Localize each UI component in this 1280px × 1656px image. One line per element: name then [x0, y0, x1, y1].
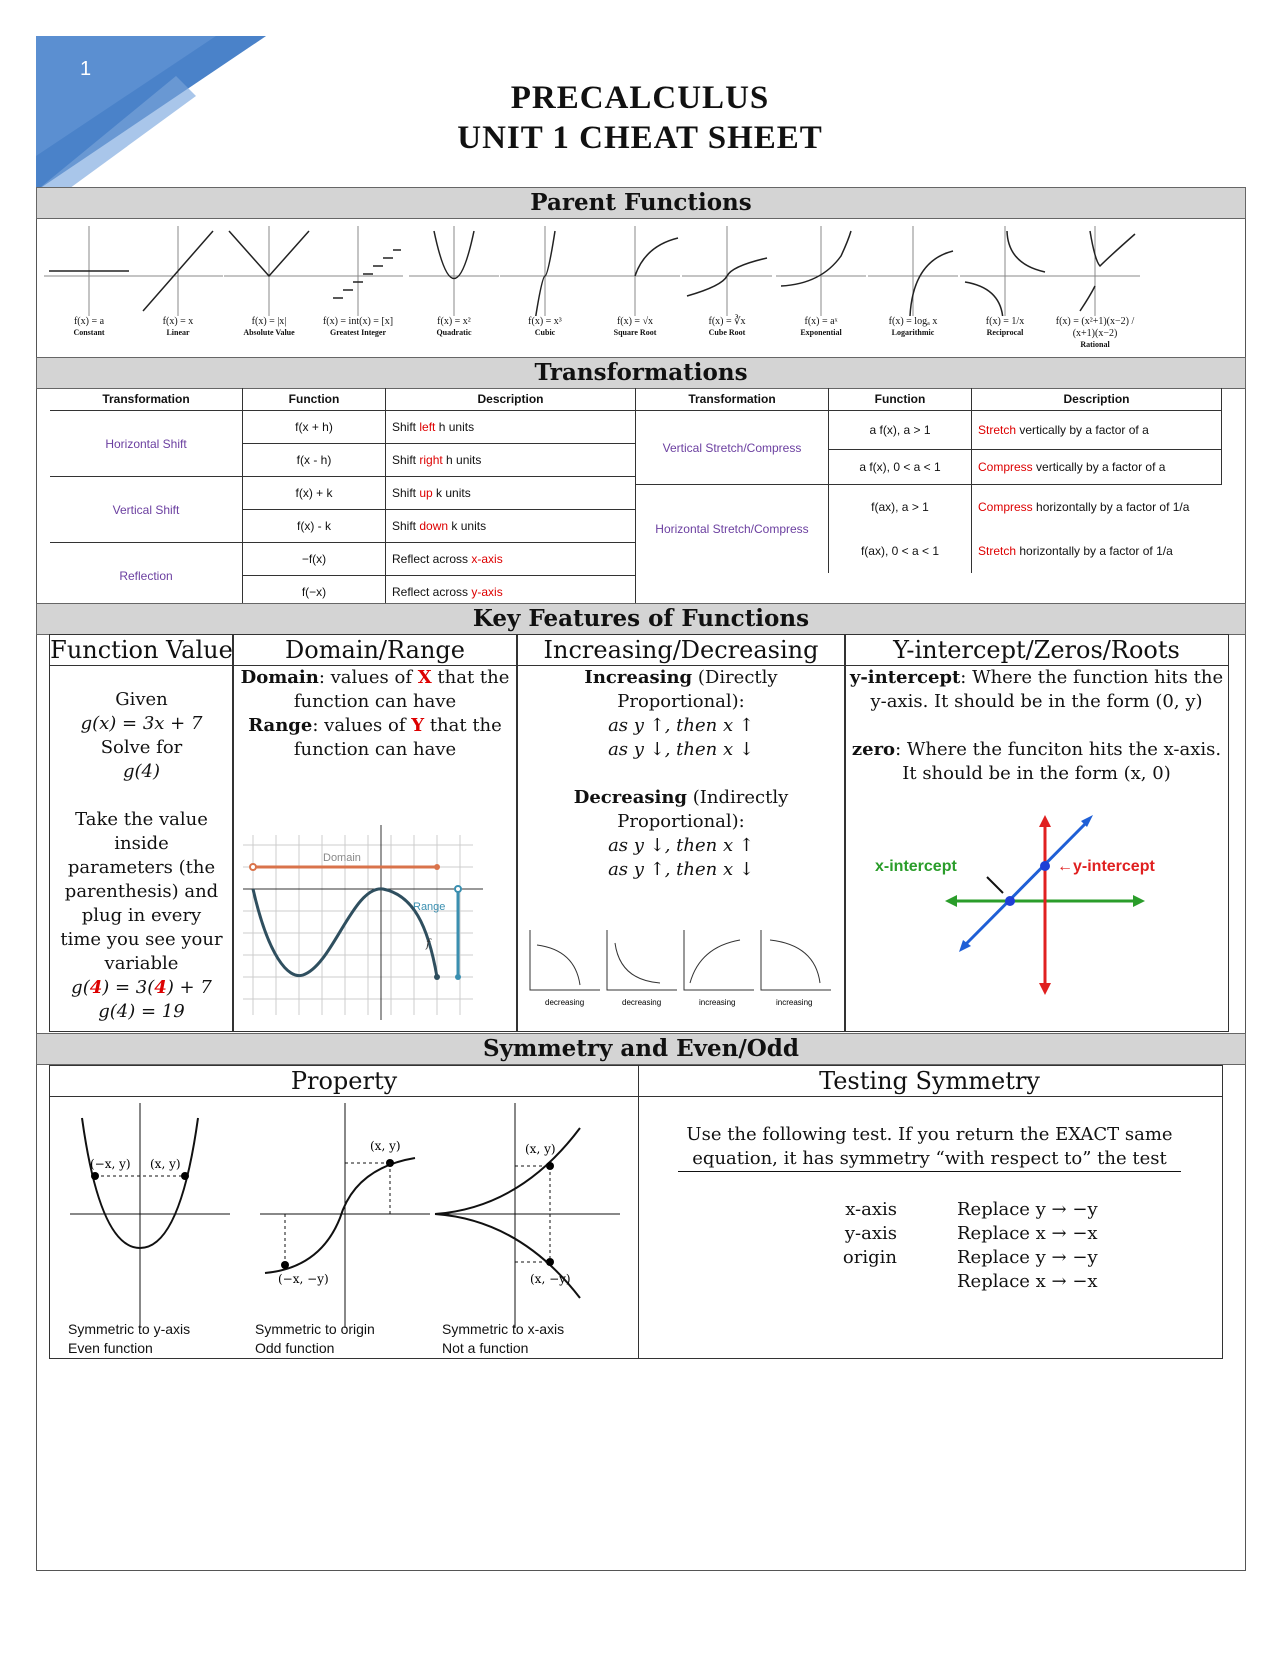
symmetry-property	[49, 1065, 639, 1359]
kf-dr-heading: Domain/Range	[233, 635, 517, 666]
fv-line: plug in every	[81, 905, 202, 926]
test-row	[637, 1198, 1222, 1222]
kf-fv-eq1: g(4) = 3(4) + 7	[71, 977, 212, 998]
parent-function-1	[44, 226, 134, 352]
parent-function-12	[1050, 226, 1140, 352]
kf-yz-y: y-intercept: Where the function hits the	[849, 667, 1224, 688]
kf-fv-heading: Function Value	[50, 636, 233, 664]
parent-function-4	[313, 226, 403, 352]
kf-function-value	[49, 634, 234, 1032]
domain-range-graph	[243, 815, 503, 1025]
desc-vs1: Stretch vertically by a factor of a	[972, 411, 1222, 450]
test-rows	[637, 1198, 1222, 1294]
th-function-2: Function	[829, 388, 972, 411]
transform-table-right	[636, 388, 1222, 573]
parent-function-name: Exponential	[800, 328, 842, 337]
parent-function-10	[868, 226, 958, 352]
parent-function-5	[409, 226, 499, 352]
title-line-2: UNIT 1 CHEAT SHEET	[457, 120, 823, 156]
parent-function-9	[776, 226, 866, 352]
parent-function-name: Absolute Value	[243, 328, 295, 337]
parent-function-formula: f(x) = logₐ x	[888, 316, 938, 327]
test-intro-2: equation, it has symmetry “with respect to” the test	[678, 1147, 1180, 1172]
parent-function-name: Constant	[73, 328, 105, 337]
mini-label-1: decreasing	[545, 998, 585, 1007]
graph-f-label: f	[426, 937, 431, 950]
parent-function-formula: f(x) = x²	[437, 316, 471, 327]
kf-id-dec: Decreasing (Indirectly	[573, 787, 789, 808]
section-transformations: Transformations	[36, 357, 1246, 389]
test-axis	[637, 1270, 957, 1294]
parent-function-6	[500, 226, 590, 352]
g2-caption: Symmetric to origin Odd function	[255, 1321, 375, 1356]
parent-function-name: Cubic	[534, 328, 556, 337]
parent-function-name: Reciprocal	[986, 328, 1024, 337]
fv-line: inside	[114, 833, 169, 854]
kf-id-dec-l1: as y ↓, then x ↑	[608, 835, 754, 856]
desc-vs2: Compress vertically by a factor of a	[972, 450, 1222, 485]
desc-v2: Shift down k units	[386, 510, 636, 543]
fn-vs1: a f(x), a > 1	[829, 411, 972, 450]
parent-function-formula: f(x) = a	[73, 316, 105, 327]
g2-label-2: (−x, −y)	[278, 1272, 329, 1286]
desc-h1: Shift left h units	[386, 411, 636, 444]
kf-intercepts	[844, 634, 1229, 1032]
parent-function-graph	[313, 226, 403, 316]
fv-line: Solve for	[100, 737, 183, 758]
graph-domain-label: Domain	[323, 852, 361, 864]
th-function: Function	[243, 388, 386, 411]
parent-function-graph	[960, 226, 1050, 316]
parent-function-name: Cube Root	[708, 328, 746, 337]
kf-dr-range: Range: values of Y that the	[248, 715, 502, 736]
fn-v2: f(x) - k	[243, 510, 386, 543]
symmetry-graphs	[60, 1098, 640, 1328]
transform-table-left	[50, 388, 636, 609]
kf-id-dec-l2: as y ↑, then x ↓	[608, 859, 754, 880]
fv-line: parenthesis) and	[64, 881, 219, 902]
kf-yz-z: zero: Where the funciton hits the x-axis.	[851, 739, 1222, 760]
fn-hs1: f(ax), a > 1	[829, 485, 972, 530]
parent-function-3	[224, 226, 314, 352]
parent-function-11	[960, 226, 1050, 352]
fn-h1: f(x + h)	[243, 411, 386, 444]
fv-line: g(4)	[122, 761, 161, 782]
parent-function-formula: f(x) = aˣ	[804, 316, 838, 327]
page-title	[0, 78, 1280, 158]
parent-function-formula: f(x) = ∛x	[708, 316, 746, 327]
parent-function-graph	[44, 226, 134, 316]
parent-function-graph	[776, 226, 866, 316]
parent-function-formula: f(x) = |x|	[251, 316, 287, 327]
section-parent-functions: Parent Functions	[36, 187, 1246, 219]
kf-increasing-decreasing	[516, 634, 846, 1032]
g1-label-2: (x, y)	[150, 1157, 181, 1171]
parent-function-graph	[682, 226, 772, 316]
kf-dr-domain: Domain: values of X that the	[240, 667, 510, 688]
th-description-2: Description	[972, 388, 1222, 411]
parent-function-name: Linear	[166, 328, 190, 337]
g3-label-1: (x, y)	[525, 1142, 556, 1156]
test-intro	[637, 1123, 1222, 1172]
test-axis: origin	[842, 1247, 897, 1268]
row-vertical-stretch: Vertical Stretch/Compress	[636, 411, 829, 485]
parent-function-name: Logarithmic	[891, 328, 935, 337]
parent-function-2	[133, 226, 223, 352]
kf-yz-y3: y-axis. It should be in the form (0, y)	[870, 691, 1203, 712]
g1-label-1: (−x, y)	[90, 1157, 131, 1171]
test-intro-1: Use the following test. If you return the EXACT same	[686, 1124, 1173, 1145]
parent-function-formula: f(x) = x³	[528, 316, 562, 327]
g1-caption: Symmetric to y-axis Even function	[68, 1321, 191, 1356]
test-row	[637, 1270, 1222, 1294]
th-description: Description	[386, 388, 636, 411]
kf-yz-heading: Y-intercept/Zeros/Roots	[845, 635, 1228, 666]
parent-function-graph	[500, 226, 590, 316]
desc-r1: Reflect across x-axis	[386, 543, 636, 576]
g3-label-2: (x, −y)	[530, 1272, 571, 1286]
parent-function-name: Square Root	[613, 328, 657, 337]
fv-line: g(x) = 3x + 7	[80, 713, 203, 734]
fn-r1: −f(x)	[243, 543, 386, 576]
parent-function-8	[682, 226, 772, 352]
kf-dr-range-2: function can have	[293, 739, 457, 760]
title-line-1: PRECALCULUS	[510, 80, 770, 116]
test-row	[637, 1222, 1222, 1246]
g3-caption: Symmetric to x-axis Not a function	[442, 1321, 565, 1356]
desc-v1: Shift up k units	[386, 477, 636, 510]
parent-function-graph	[133, 226, 223, 316]
th-transformation: Transformation	[50, 388, 243, 411]
fv-line: variable	[104, 953, 179, 974]
symmetry-testing	[637, 1065, 1223, 1359]
inc-dec-mini-graphs	[525, 925, 835, 1025]
kf-id-inc-l1: as y ↑, then x ↑	[608, 715, 754, 736]
property-heading: Property	[50, 1066, 638, 1097]
section-symmetry: Symmetry and Even/Odd	[36, 1033, 1246, 1065]
parent-function-formula: f(x) = √x	[616, 316, 654, 327]
g2-label-1: (x, y)	[370, 1139, 401, 1153]
parent-function-formula: f(x) = x	[162, 316, 194, 327]
kf-fv-eq2: g(4) = 19	[98, 1001, 185, 1022]
kf-id-inc-3: Proportional):	[617, 691, 745, 712]
parent-function-graph	[409, 226, 499, 316]
parent-function-graph	[1050, 226, 1140, 316]
parent-function-7	[590, 226, 680, 352]
desc-hs2: Stretch horizontally by a factor of 1/a	[978, 544, 1173, 558]
fv-line	[50, 784, 233, 808]
parent-function-graph	[868, 226, 958, 316]
x-intercept-label: x-intercept	[875, 858, 957, 875]
intercept-diagram	[875, 815, 1215, 1005]
kf-id-dec-3: Proportional):	[617, 811, 745, 832]
parent-function-graph	[224, 226, 314, 316]
row-vertical-shift: Vertical Shift	[50, 477, 243, 543]
desc-hs1: Compress horizontally by a factor of 1/a	[978, 500, 1190, 514]
kf-yz-z3: It should be in the form (x, 0)	[902, 763, 1171, 784]
fn-v1: f(x) + k	[243, 477, 386, 510]
testing-heading: Testing Symmetry	[637, 1066, 1222, 1097]
test-rule: Replace y → −y	[957, 1247, 1098, 1268]
kf-id-heading: Increasing/Decreasing	[517, 635, 845, 666]
kf-fv-body	[50, 666, 233, 976]
desc-h2: Shift right h units	[386, 444, 636, 477]
test-rule: Replace x → −x	[957, 1271, 1098, 1292]
fv-line: parameters (the	[67, 857, 216, 878]
fn-hs2: f(ax), 0 < a < 1	[829, 529, 972, 573]
row-reflection: Reflection	[50, 543, 243, 609]
parent-function-formula: f(x) = 1/x	[985, 316, 1025, 327]
parent-function-graph	[590, 226, 680, 316]
kf-id-inc: Increasing (Directly	[584, 667, 778, 688]
y-intercept-label: ←y-intercept	[1057, 858, 1155, 875]
row-horizontal-shift: Horizontal Shift	[50, 411, 243, 477]
parent-function-formula: f(x) = (x²+1)(x−2) / (x+1)(x−2)	[1055, 316, 1135, 339]
test-axis: x-axis	[845, 1199, 897, 1220]
mini-label-3: increasing	[699, 998, 736, 1007]
kf-domain-range	[232, 634, 518, 1032]
th-transformation-2: Transformation	[636, 388, 829, 411]
fn-r2: f(−x)	[243, 576, 386, 609]
kf-id-inc-l2: as y ↓, then x ↓	[608, 739, 754, 760]
fv-line: Given	[115, 689, 168, 710]
test-rule: Replace x → −x	[957, 1223, 1098, 1244]
fn-h2: f(x - h)	[243, 444, 386, 477]
page-number: 1	[80, 58, 92, 80]
test-row	[637, 1246, 1222, 1270]
kf-dr-domain-2: function can have	[293, 691, 457, 712]
section-key-features: Key Features of Functions	[36, 603, 1246, 635]
graph-range-label: Range	[413, 901, 446, 913]
parent-function-name: Rational	[1080, 340, 1110, 349]
fv-line: Take the value	[75, 809, 208, 830]
parent-function-formula: f(x) = int(x) = [x]	[322, 316, 394, 327]
mini-label-2: decreasing	[622, 998, 662, 1007]
row-horizontal-stretch: Horizontal Stretch/Compress	[636, 485, 829, 574]
test-axis: y-axis	[844, 1223, 897, 1244]
desc-r2: Reflect across y-axis	[386, 576, 636, 609]
mini-label-4: increasing	[776, 998, 813, 1007]
test-rule: Replace y → −y	[957, 1199, 1098, 1220]
parent-function-name: Greatest Integer	[329, 328, 387, 337]
fn-vs2: a f(x), 0 < a < 1	[829, 450, 972, 485]
parent-function-name: Quadratic	[436, 328, 472, 337]
fv-line: time you see your	[60, 929, 223, 950]
